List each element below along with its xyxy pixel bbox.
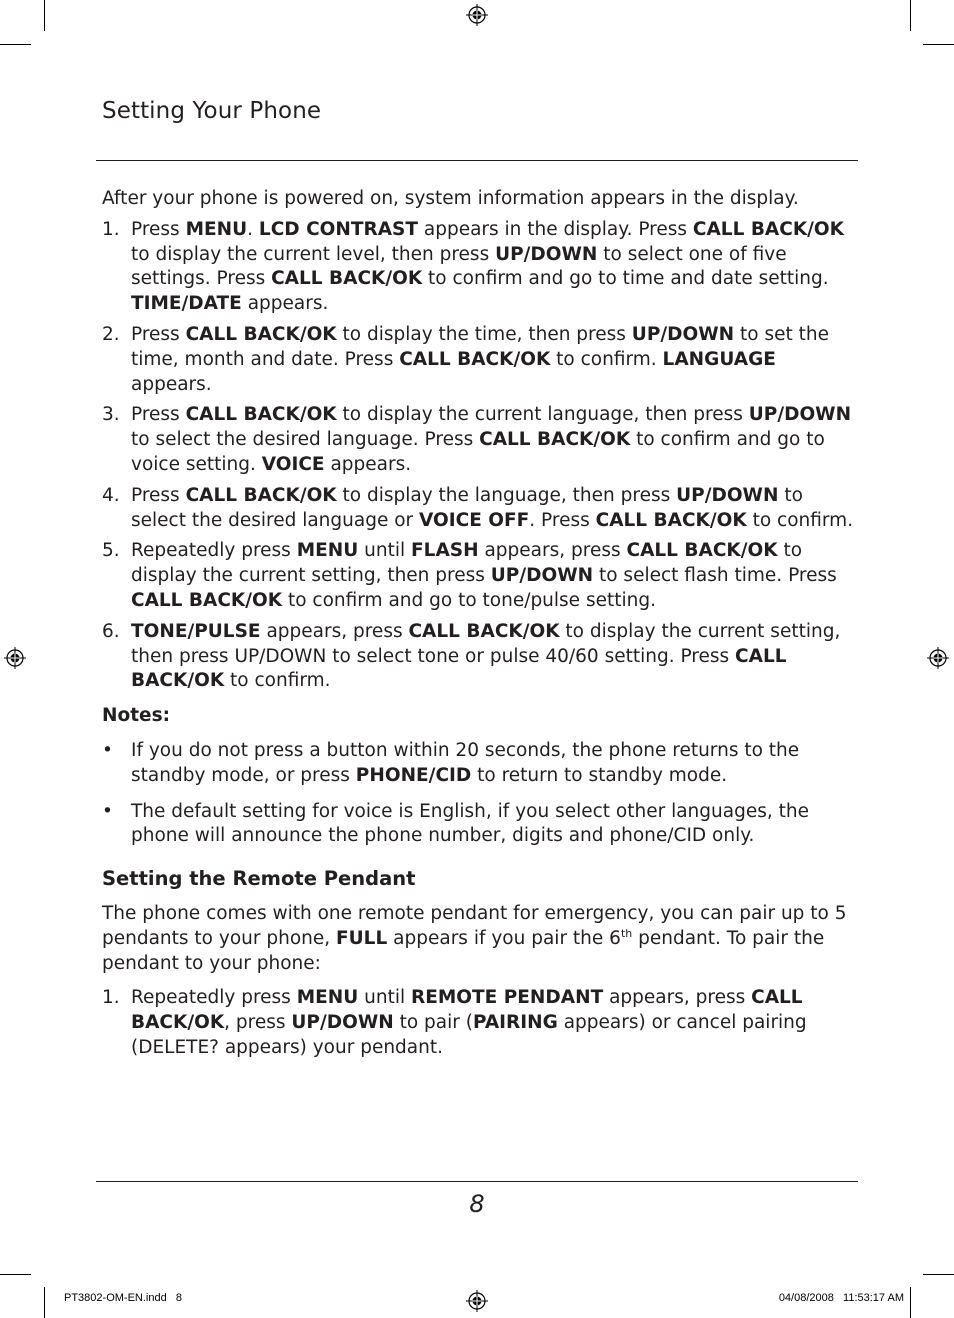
- text-run: to set the time, month and date. Press: [131, 323, 829, 370]
- step-text: [131, 219, 844, 314]
- text-run: Press: [131, 404, 186, 426]
- registration-target-icon: [927, 647, 949, 669]
- bold-term: CALL BACK/OK: [626, 540, 778, 562]
- bold-term: CALL BACK/OK: [131, 645, 787, 692]
- bold-term: CALL BACK/OK: [185, 323, 337, 345]
- registration-target-icon: [466, 4, 488, 26]
- bold-term: CALL BACK/OK: [399, 348, 551, 370]
- text-run: to confirm.: [550, 348, 663, 370]
- text-run: to confirm and go to voice setting.: [131, 429, 825, 475]
- bold-term: CALL BACK/OK: [408, 620, 560, 642]
- text-run: to pair (: [393, 1012, 473, 1034]
- intro-paragraph: After your phone is powered on, system information appears in the display.: [102, 188, 799, 209]
- text-run: . Press: [529, 509, 596, 531]
- bold-term: REMOTE PENDANT: [411, 987, 604, 1009]
- bold-term: TONE/PULSE: [131, 620, 261, 642]
- crop-mark: [0, 1274, 31, 1275]
- bold-term: CALL BACK/OK: [131, 987, 803, 1034]
- text-run: to select one of five settings. Press: [131, 243, 787, 290]
- list-item: [102, 484, 854, 534]
- text-run: to display the time, then press: [336, 323, 632, 345]
- step-text: [131, 324, 829, 395]
- bold-term: MENU: [185, 218, 248, 240]
- superscript: th: [620, 926, 633, 940]
- bold-term: UP/DOWN: [495, 243, 598, 265]
- bold-term: TIME/DATE: [131, 293, 242, 315]
- step-text: [131, 485, 853, 531]
- pendant-paragraph: [102, 902, 854, 976]
- text-run: to return to standby mode.: [471, 764, 728, 786]
- setup-steps-list: [102, 218, 854, 694]
- section-heading: Setting the Remote Pendant: [102, 867, 416, 891]
- text-run: to confirm.: [746, 509, 854, 531]
- bold-term: CALL BACK/OK: [692, 218, 844, 240]
- text-run: until: [358, 987, 412, 1009]
- bold-term: CALL BACK/OK: [271, 268, 423, 290]
- text-run: Press: [131, 218, 186, 240]
- text-run: Press: [131, 484, 186, 506]
- text-run: The default setting for voice is English, if you select other languages, the phone will announce the phone number, digits and phone/CID only.: [131, 800, 809, 847]
- bold-term: MENU: [296, 987, 359, 1009]
- bold-term: LCD CONTRAST: [258, 218, 418, 240]
- slug-filename: PT3802-OM-EN.indd 8: [64, 1292, 182, 1304]
- slug-timestamp: 04/08/2008 11:53:17 AM: [778, 1292, 904, 1304]
- list-item: [102, 539, 854, 613]
- text-run: to confirm and go to tone/pulse setting.: [282, 589, 656, 611]
- bullet: •: [102, 800, 113, 822]
- text-run: Repeatedly press: [131, 987, 297, 1009]
- bullet: •: [102, 739, 113, 761]
- pendant-steps-list: [102, 986, 854, 1060]
- text-run: appears, press: [478, 540, 627, 562]
- list-item: [102, 403, 854, 477]
- text-run: appears.: [324, 453, 412, 475]
- text-run: to display the current level, then press: [131, 243, 496, 265]
- text-run: Press: [131, 323, 186, 345]
- list-item: [102, 218, 854, 317]
- step-number: 3.: [102, 404, 120, 426]
- step-text: [131, 540, 837, 611]
- main-content: [102, 187, 854, 1067]
- crop-mark: [44, 1287, 45, 1318]
- step-number: 1.: [102, 987, 120, 1009]
- note-text: [131, 801, 809, 847]
- registration-target-icon: [4, 647, 26, 669]
- text-run: The phone comes with one remote pendant for emergency, you can pair up to 5 pendants to your phone,: [102, 902, 847, 949]
- text-run: appears, press: [603, 987, 752, 1009]
- bold-term: UP/DOWN: [291, 1012, 394, 1034]
- list-item: [102, 323, 854, 397]
- text-run: If you do not press a button within 20 seconds, the phone returns to the standby mode, or press: [131, 739, 800, 786]
- text-run: appears.: [241, 293, 329, 315]
- crop-mark: [910, 0, 911, 31]
- crop-mark: [0, 44, 31, 45]
- step-number: 2.: [102, 323, 120, 345]
- text-run: to display the current setting, then press: [131, 540, 803, 587]
- note-text: [131, 740, 799, 786]
- bold-term: FULL: [336, 927, 388, 949]
- bold-term: CALL BACK/OK: [185, 404, 337, 426]
- list-item: [102, 739, 854, 789]
- step-text: [131, 404, 851, 475]
- text-run: to display the current language, then press: [336, 404, 749, 426]
- text-run: , press: [224, 1012, 292, 1034]
- text-run: to select flash time. Press: [593, 565, 837, 587]
- crop-mark: [44, 0, 45, 31]
- crop-mark: [923, 44, 954, 45]
- text-run: .: [247, 218, 259, 240]
- text-run: Repeatedly press: [131, 540, 297, 562]
- step-number: 6.: [102, 620, 120, 642]
- text-run: to display the current setting, then press UP/DOWN to select tone or pulse 40/60 setting. Press: [131, 620, 841, 667]
- header-divider: [96, 160, 858, 161]
- text-run: to display the language, then press: [336, 484, 677, 506]
- bold-term: MENU: [296, 540, 359, 562]
- registration-target-icon: [466, 1290, 488, 1312]
- bold-term: PAIRING: [472, 1012, 558, 1034]
- text-run: appears if you pair the 6: [387, 927, 621, 949]
- step-number: 4.: [102, 484, 120, 506]
- footer-divider: [96, 1181, 858, 1182]
- text-run: to select the desired language or: [131, 484, 803, 531]
- page-title: Setting Your Phone: [102, 98, 322, 124]
- text-run: pendant. To pair the pendant to your phone:: [102, 927, 825, 974]
- bold-term: CALL BACK/OK: [185, 484, 337, 506]
- bold-term: UP/DOWN: [631, 323, 735, 345]
- list-item: [102, 986, 854, 1060]
- list-item: [102, 620, 854, 694]
- bold-term: UP/DOWN: [748, 404, 852, 426]
- text-run: appears, press: [260, 620, 409, 642]
- notes-list: [102, 739, 854, 849]
- text-run: appears) or cancel pairing (DELETE? appears) your pendant.: [131, 1012, 807, 1058]
- list-item: [102, 800, 854, 850]
- page-number: 8: [469, 1190, 485, 1218]
- text-run: to confirm.: [224, 670, 331, 692]
- step-number: 5.: [102, 540, 120, 562]
- text-run: until: [358, 540, 412, 562]
- notes-heading: Notes:: [102, 705, 170, 727]
- bold-term: CALL BACK/OK: [595, 509, 747, 531]
- bold-term: PHONE/CID: [355, 764, 472, 786]
- step-text: [131, 987, 807, 1058]
- step-number: 1.: [102, 218, 120, 240]
- text-run: to select the desired language. Press: [131, 429, 480, 451]
- bold-term: UP/DOWN: [490, 565, 594, 587]
- bold-term: LANGUAGE: [662, 348, 776, 370]
- bold-term: CALL BACK/OK: [479, 429, 631, 451]
- text-run: to confirm and go to time and date setting.: [422, 268, 829, 290]
- crop-mark: [923, 1274, 954, 1275]
- bold-term: CALL BACK/OK: [131, 589, 283, 611]
- bold-term: VOICE: [261, 453, 325, 475]
- text-run: appears in the display. Press: [417, 218, 693, 240]
- text-run: appears.: [131, 373, 212, 395]
- bold-term: FLASH: [411, 540, 479, 562]
- bold-term: VOICE OFF: [419, 509, 530, 531]
- crop-mark: [910, 1287, 911, 1318]
- step-text: [131, 621, 840, 692]
- bold-term: UP/DOWN: [676, 484, 779, 506]
